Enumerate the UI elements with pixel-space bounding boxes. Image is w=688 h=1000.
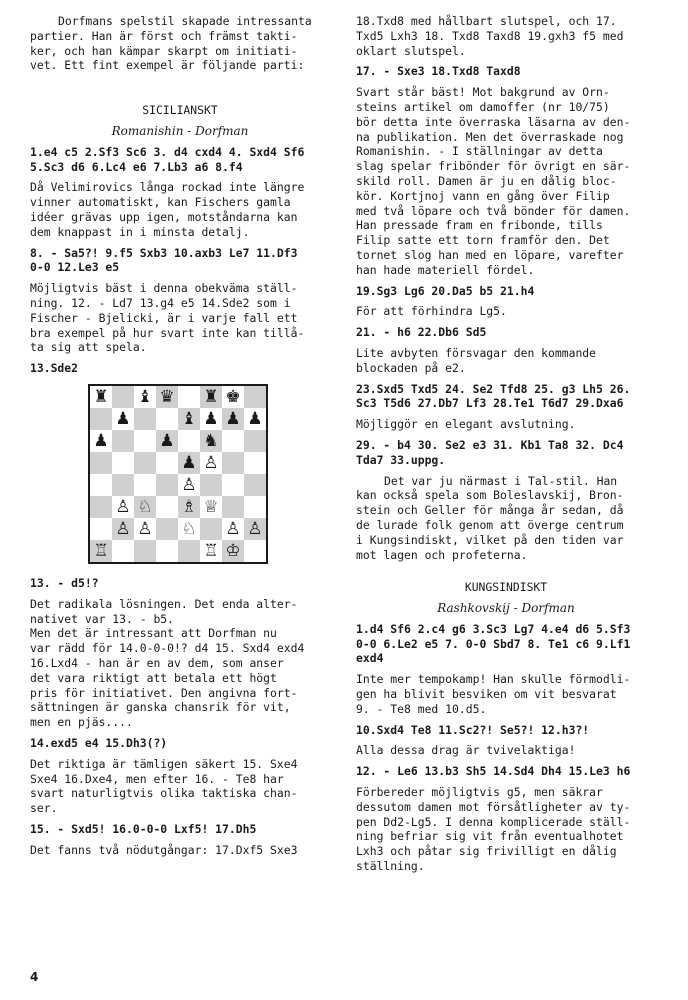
board-square bbox=[200, 408, 222, 430]
white-pawn-icon: ♙ bbox=[137, 518, 153, 539]
black-pawn-icon: ♟ bbox=[159, 430, 175, 451]
comment-6: Svart står bäst! Mot bakgrund av Orn- steins artikel om damoffer (nr 10/75) bör detta inte överraska läsarna av den- na publikation. Men det överraskade nog Romanishin. - I ställningar av detta slag spelar fribönder för övrigt en sär- skild roll. Damen är ju en dålig bloc- kör. Kortjnoj vann en gång över Filip med två löpare och två bönder för damen. Han pressade fram en fribonde, tills Filip satte ett torn framför den. Det tornet slog han med en löpare, varefter han hade materiell fördel. bbox=[356, 85, 631, 277]
board-square bbox=[200, 430, 222, 452]
board-square bbox=[200, 518, 222, 540]
board-square bbox=[156, 430, 178, 452]
board-square bbox=[244, 408, 266, 430]
comment-10: Det var ju närmast i Tal-stil. Han kan också spela som Boleslavskij, Bron- stein och Geller för många år sedan, då de lurade folk genom att överge centrum i Kungsindiskt, vilket på den tiden var mot lagen och profeterna. bbox=[356, 473, 624, 562]
board-square bbox=[90, 474, 112, 496]
comment-11: Inte mer tempokamp! Han skulle förmodli- gen ha blivit besviken om vit besvarat 9. - Te8 med 10.d5. bbox=[356, 672, 631, 716]
board-square bbox=[112, 386, 134, 408]
moves-6: 15. - Sxd5! 16.0-0-0 Lxf5! 17.Dh5 bbox=[30, 821, 257, 836]
board-square bbox=[222, 496, 244, 518]
white-knight-icon: ♘ bbox=[137, 496, 153, 517]
board-square bbox=[200, 496, 222, 518]
white-rook-icon: ♖ bbox=[93, 540, 109, 561]
black-queen-icon: ♛ bbox=[159, 386, 175, 407]
board-square bbox=[178, 496, 200, 518]
board-square bbox=[244, 496, 266, 518]
black-pawn-icon: ♟ bbox=[115, 408, 131, 429]
comment-9: Möjliggör en elegant avslutning. bbox=[356, 417, 576, 432]
board-square bbox=[178, 518, 200, 540]
white-pawn-icon: ♙ bbox=[247, 518, 263, 539]
board-square bbox=[156, 452, 178, 474]
white-pawn-icon: ♙ bbox=[181, 474, 197, 495]
black-king-icon: ♚ bbox=[225, 386, 241, 407]
board-square bbox=[112, 474, 134, 496]
white-pawn-icon: ♙ bbox=[115, 496, 131, 517]
comment-7: För att förhindra Lg5. bbox=[356, 304, 507, 319]
comment-3: Det radikala lösningen. Det enda alter- nativet var 13. - b5. Men det är intressant att Dorfman nu var rädd för 14.0-0-0!? d4 15. Sxd4 exd4 16.Lxd4 - han är en av dem, som anser det vara riktigt att betala ett högt pris för initiativet. Den angivna fort- sättningen är ganska chansrik för vit, men en pjäs.... bbox=[30, 596, 305, 730]
board-square bbox=[112, 430, 134, 452]
board-square bbox=[134, 430, 156, 452]
black-rook-icon: ♜ bbox=[93, 386, 109, 407]
chess-diagram bbox=[88, 384, 268, 564]
board-square bbox=[200, 452, 222, 474]
comment-1: Då Velimirovics långa rockad inte längre vinner automatiskt, kan Fischers gamla idéer grävas upp igen, motståndarna kan dem knappast in i minsta detalj. bbox=[30, 180, 305, 239]
white-queen-icon: ♕ bbox=[203, 496, 219, 517]
white-pawn-icon: ♙ bbox=[225, 518, 241, 539]
opening-heading: SICILIANSKT bbox=[142, 103, 218, 118]
right-column bbox=[356, 14, 656, 880]
moves-11: 29. - b4 30. Se2 e3 31. Kb1 Ta8 32. Dc4 Tda7 33.uppg. bbox=[356, 437, 624, 467]
left-column bbox=[30, 14, 330, 863]
moves-10: 23.Sxd5 Txd5 24. Se2 Tfd8 25. g3 Lh5 26. Sc3 T5d6 27.Db7 Lf3 28.Te1 T6d7 29.Dxa6 bbox=[356, 381, 631, 411]
black-pawn-icon: ♟ bbox=[203, 408, 219, 429]
board-square bbox=[90, 496, 112, 518]
moves-4: 13. - d5!? bbox=[30, 575, 99, 590]
board-square bbox=[222, 386, 244, 408]
moves-5: 14.exd5 e4 15.Dh3(?) bbox=[30, 735, 168, 750]
board-square bbox=[134, 496, 156, 518]
board-square bbox=[244, 386, 266, 408]
comment-2: Möjligtvis bäst i denna obekväma ställ- ning. 12. - Ld7 13.g4 e5 14.Sde2 som i Fischer - Bjelicki, är i varje fall ett bra exempel på hur svart inte kan tillå- ta sig att spela. bbox=[30, 281, 305, 355]
black-pawn-icon: ♟ bbox=[225, 408, 241, 429]
board-square bbox=[178, 408, 200, 430]
board-square bbox=[222, 540, 244, 562]
board-square bbox=[156, 408, 178, 430]
board-square bbox=[200, 386, 222, 408]
board-square bbox=[112, 496, 134, 518]
board-square bbox=[178, 452, 200, 474]
black-rook-icon: ♜ bbox=[203, 386, 219, 407]
board-square bbox=[222, 408, 244, 430]
board-square bbox=[134, 474, 156, 496]
board-square bbox=[90, 540, 112, 562]
board-square bbox=[90, 518, 112, 540]
white-pawn-icon: ♙ bbox=[115, 518, 131, 539]
players-line: Romanishin - Dorfman bbox=[111, 123, 249, 138]
board-square bbox=[222, 518, 244, 540]
moves-14: 12. - Le6 13.b3 Sh5 14.Sd4 Dh4 15.Le3 h6 bbox=[356, 764, 631, 779]
black-pawn-icon: ♟ bbox=[181, 452, 197, 473]
board-square bbox=[156, 540, 178, 562]
white-bishop-icon: ♗ bbox=[181, 496, 197, 517]
board-square bbox=[90, 386, 112, 408]
white-rook-icon: ♖ bbox=[203, 540, 219, 561]
board-square bbox=[134, 452, 156, 474]
board-square bbox=[134, 518, 156, 540]
board-square bbox=[112, 518, 134, 540]
board-square bbox=[90, 408, 112, 430]
board-square bbox=[90, 452, 112, 474]
comment-8: Lite avbyten försvagar den kommande blockaden på e2. bbox=[356, 345, 597, 375]
black-pawn-icon: ♟ bbox=[93, 430, 109, 451]
comment-12: Alla dessa drag är tvivelaktiga! bbox=[356, 743, 576, 758]
board-square bbox=[244, 474, 266, 496]
moves-7: 17. - Sxe3 18.Txd8 Taxd8 bbox=[356, 64, 521, 79]
moves-8: 19.Sg3 Lg6 20.Da5 b5 21.h4 bbox=[356, 283, 535, 298]
comment-5: Det fanns två nödutgångar: 17.Dxf5 Sxe3 bbox=[30, 842, 298, 857]
board-square bbox=[178, 430, 200, 452]
players-line-2: Rashkovskij - Dorfman bbox=[437, 601, 575, 616]
board-square bbox=[200, 540, 222, 562]
moves-12: 1.d4 Sf6 2.c4 g6 3.Sc3 Lg7 4.e4 d6 5.Sf3 0-0 6.Le2 e5 7. 0-0 Sbd7 8. Te1 c6 9.Lf1 exd4 bbox=[356, 621, 631, 666]
board-square bbox=[244, 540, 266, 562]
board-square bbox=[134, 408, 156, 430]
board-square bbox=[156, 496, 178, 518]
moves-9: 21. - h6 22.Db6 Sd5 bbox=[356, 325, 487, 340]
board-square bbox=[134, 540, 156, 562]
board-square bbox=[156, 518, 178, 540]
board-square bbox=[112, 408, 134, 430]
white-king-icon: ♔ bbox=[225, 540, 241, 561]
board-square bbox=[244, 518, 266, 540]
board-square bbox=[112, 452, 134, 474]
white-knight-icon: ♘ bbox=[181, 518, 197, 539]
comment-4: Det riktiga är tämligen säkert 15. Sxe4 Sxe4 16.Dxe4, men efter 16. - Te8 har svart naturligtvis olika taktiska chan- ser. bbox=[30, 756, 298, 816]
moves-1: 1.e4 c5 2.Sf3 Sc6 3. d4 cxd4 4. Sxd4 Sf6 5.Sc3 d6 6.Lc4 e6 7.Lb3 a6 8.f4 bbox=[30, 144, 305, 174]
board-square bbox=[222, 430, 244, 452]
board-square bbox=[244, 430, 266, 452]
moves-3: 13.Sde2 bbox=[30, 361, 79, 376]
white-pawn-icon: ♙ bbox=[203, 452, 219, 473]
comment-5-continued: 18.Txd8 med hållbart slutspel, och 17. Txd5 Lxh3 18. Txd8 Taxd8 19.gxh3 f5 med oklart slutspel. bbox=[356, 14, 624, 58]
comment-13: Förbereder möjligtvis g5, men säkrar dessutom damen mot försåtligheter av ty- pen Dd2-Lg5. I denna komplicerade ställ- ning befriar sig vit från eventualhotet Lxh3 och påtar sig frivilligt en dålig ställning. bbox=[356, 785, 631, 874]
board-square bbox=[178, 474, 200, 496]
moves-13: 10.Sxd4 Te8 11.Sc2?! Se5?! 12.h3?! bbox=[356, 722, 590, 737]
board-square bbox=[112, 540, 134, 562]
board-square bbox=[134, 386, 156, 408]
black-bishop-icon: ♝ bbox=[137, 386, 153, 407]
opening-heading-2: KUNGSINDISKT bbox=[464, 580, 548, 595]
moves-2: 8. - Sa5?! 9.f5 Sxb3 10.axb3 Le7 11.Df3 0-0 12.Le3 e5 bbox=[30, 245, 298, 275]
board-square bbox=[156, 386, 178, 408]
intro-paragraph: Dorfmans spelstil skapade intressanta partier. Han är först och främst takti- ker, och han kämpar skarpt om initiati- vet. Ett fint exempel är följande parti: bbox=[30, 14, 312, 73]
board-square bbox=[200, 474, 222, 496]
black-bishop-icon: ♝ bbox=[181, 408, 197, 429]
board-square bbox=[222, 474, 244, 496]
board-square bbox=[178, 540, 200, 562]
board-square bbox=[178, 386, 200, 408]
board-square bbox=[222, 452, 244, 474]
black-pawn-icon: ♟ bbox=[247, 408, 263, 429]
board-square bbox=[90, 430, 112, 452]
board-square bbox=[156, 474, 178, 496]
page-number: 4 bbox=[30, 970, 39, 984]
black-knight-icon: ♞ bbox=[203, 430, 219, 451]
board-square bbox=[244, 452, 266, 474]
